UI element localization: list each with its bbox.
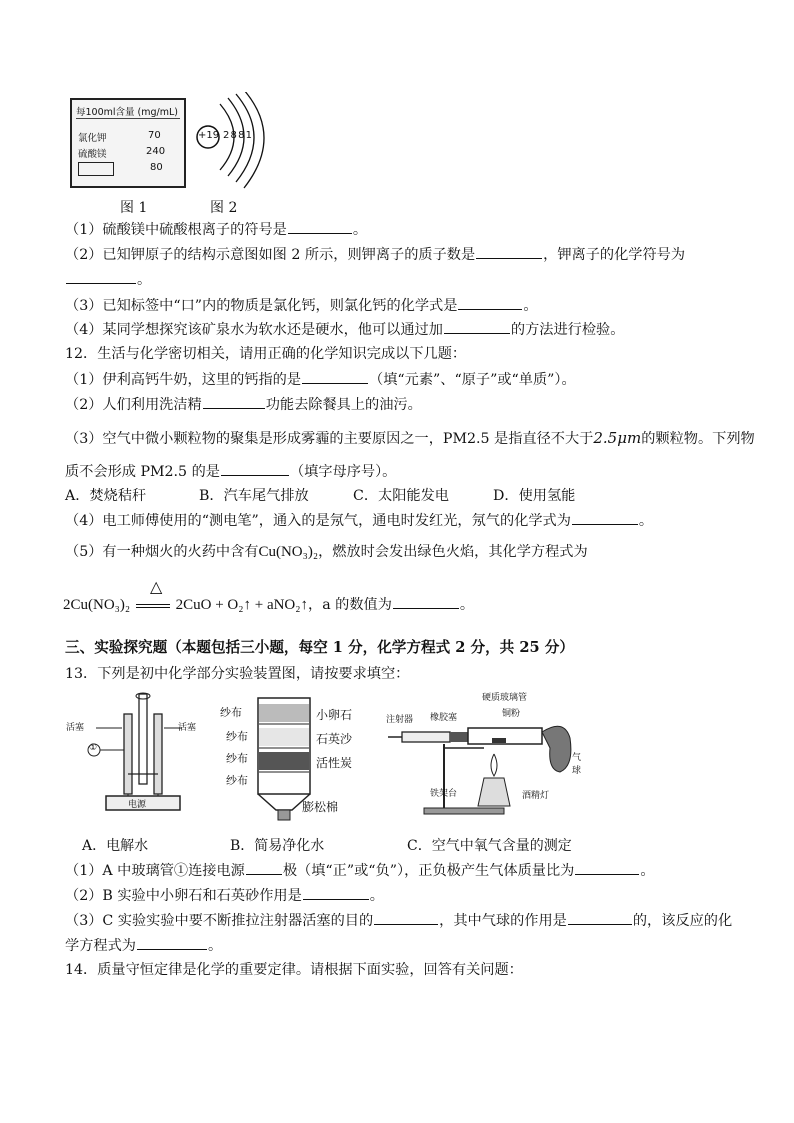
label-tube-1: ① xyxy=(89,743,98,753)
answer-blank[interactable] xyxy=(458,295,522,310)
answer-blank[interactable] xyxy=(288,219,352,234)
figure-2-atom xyxy=(190,92,270,192)
label-stopcock-right: 活塞 xyxy=(178,723,197,733)
equation-equals xyxy=(136,604,170,608)
answer-blank[interactable] xyxy=(444,319,510,334)
copper-nitrate-formula: Cu(NO₃)₂ xyxy=(258,544,319,560)
label-cotton: 膨松棉 xyxy=(302,800,339,814)
figure-1-label xyxy=(70,98,186,188)
q12-part1: （1）伊利高钙牛奶，这里的钙指的是 （填“元素”、“原子”或“单质”）。 xyxy=(65,369,576,390)
q13-part3-cont: 学方程式为 。 xyxy=(65,935,222,956)
answer-blank[interactable] xyxy=(374,910,438,925)
section-3-title: 三、实验探究题（本题包括三小题，每空 1 分，化学方程式 2 分，共 25 分） xyxy=(65,639,574,656)
label-empty-box xyxy=(78,162,114,176)
option-d[interactable]: D．使用氢能 xyxy=(493,488,576,504)
q12-part5: （5）有一种烟火的火药中含有Cu(NO₃)₂，燃放时会发出绿色火焰，其化学方程式为 xyxy=(65,544,588,560)
q13-part3: （3）C 实验实验中要不断推拉注射器活塞的目的 ，其中气球的作用是 的，该反应的化 xyxy=(65,910,732,931)
q12-part4: （4）电工师傅使用的“测电笔”，通入的是氖气，通电时发红光，氖气的化学式为 。 xyxy=(65,510,653,531)
label-quartz-sand: 石英沙 xyxy=(316,732,353,746)
figure-1-caption: 图 1 xyxy=(120,200,148,216)
answer-blank[interactable] xyxy=(302,369,368,384)
label-iron-stand: 铁架台 xyxy=(430,789,458,799)
answer-blank[interactable] xyxy=(246,860,282,875)
caption-c: C．空气中氧气含量的测定 xyxy=(407,838,572,854)
answer-blank[interactable] xyxy=(476,244,542,259)
chemical-equation: 2Cu(NO₃)₂ 2CuO + O₂↑ + aNO₂↑，a 的数值为 。 xyxy=(63,594,474,615)
answer-blank[interactable] xyxy=(393,594,459,609)
label-alcohol-lamp: 酒精灯 xyxy=(522,791,550,801)
figure-c-oxygen-test xyxy=(384,688,584,822)
option-a[interactable]: A．焚烧秸秆 xyxy=(65,488,147,504)
option-c[interactable]: C．太阳能发电 xyxy=(353,488,449,504)
q14-stem: 14．质量守恒定律是化学的重要定律。请根据下面实验，回答有关问题： xyxy=(65,962,523,978)
q11-part2-cont: 。 xyxy=(65,269,151,290)
q13-stem: 13．下列是初中化学部分实验装置图，请按要求填空： xyxy=(65,666,410,682)
option-b[interactable]: B．汽车尾气排放 xyxy=(199,488,309,504)
answer-blank[interactable] xyxy=(203,394,265,409)
atom-structure-diagram xyxy=(190,92,270,192)
equation-condition: △ xyxy=(150,577,163,596)
label-balloon: 气球 xyxy=(572,753,582,776)
q13-part1: （1）A 中玻璃管①连接电源 极（填“正”或“负”），正负极产生气体质量比为 。 xyxy=(65,860,655,881)
label-row-value: 240 xyxy=(146,146,166,157)
label-gauze: 纱布 xyxy=(226,774,248,787)
label-power-supply: 电源 xyxy=(128,800,147,810)
caption-a: A．电解水 xyxy=(82,838,149,854)
label-stopcock-left: 活塞 xyxy=(66,723,85,733)
q11-part3: （3）已知标签中“口”内的物质是氯化钙，则氯化钙的化学式是 。 xyxy=(65,295,538,316)
label-header: 每100ml含量 (mg/mL) xyxy=(76,107,178,118)
q11-part2: （2）已知钾原子的结构示意图如图 2 所示，则钾离子的质子数是 ，钾离子的化学符号为 xyxy=(65,244,685,265)
q12-options xyxy=(65,486,575,506)
answer-blank[interactable] xyxy=(303,885,369,900)
answer-blank[interactable] xyxy=(568,910,632,925)
label-row-name: 硫酸镁 xyxy=(78,149,107,160)
atom-nucleus-charge: +19 xyxy=(198,130,220,141)
label-gauze: 纱布 xyxy=(220,706,242,719)
label-rubber-stopper: 橡胶塞 xyxy=(430,713,458,723)
figure-2-caption: 图 2 xyxy=(210,200,238,216)
size-value: 2.5μm xyxy=(593,429,642,447)
answer-blank[interactable] xyxy=(137,935,207,950)
q13-part2: （2）B 实验中小卵石和石英砂作用是 。 xyxy=(65,885,384,906)
q12-stem: 12．生活与化学密切相关，请用正确的化学知识完成以下几题： xyxy=(65,346,467,362)
label-row-value: 80 xyxy=(150,162,163,173)
figure-b-purifier xyxy=(220,688,370,822)
answer-blank[interactable] xyxy=(572,510,638,525)
caption-b: B．简易净化水 xyxy=(230,838,325,854)
label-gauze: 纱布 xyxy=(226,752,248,765)
label-row-value: 70 xyxy=(148,130,161,141)
answer-blank[interactable] xyxy=(221,461,289,476)
label-activated-carbon: 活性炭 xyxy=(316,756,353,770)
label-pebbles: 小卵石 xyxy=(316,708,353,722)
label-copper-powder: 铜粉 xyxy=(502,709,521,719)
q12-part2: （2）人们利用洗洁精 功能去除餐具上的油污。 xyxy=(65,394,422,415)
q12-part3-cont: 质不会形成 PM2.5 的是 （填字母序号）。 xyxy=(65,461,396,482)
q12-part3: （3）空气中微小颗粒物的聚集是形成雾霾的主要原因之一，PM2.5 是指直径不大于2.5μm的颗粒物。下列物 xyxy=(65,429,755,447)
answer-blank[interactable] xyxy=(575,860,639,875)
answer-blank[interactable] xyxy=(66,269,136,284)
q11-part4: （4）某同学想探究该矿泉水为软水还是硬水，他可以通过加 的方法进行检验。 xyxy=(65,319,624,340)
label-gauze: 纱布 xyxy=(226,730,248,743)
figure-a-electrolysis xyxy=(66,688,206,820)
oxygen-test-apparatus xyxy=(384,688,584,822)
atom-shell-electrons: 2 8 8 1 xyxy=(223,130,251,141)
label-syringe: 注射器 xyxy=(386,715,414,725)
label-row-name: 氯化钾 xyxy=(78,133,107,144)
label-glass-tube: 硬质玻璃管 xyxy=(482,693,528,703)
q11-part1: （1）硫酸镁中硫酸根离子的符号是 。 xyxy=(65,219,367,240)
